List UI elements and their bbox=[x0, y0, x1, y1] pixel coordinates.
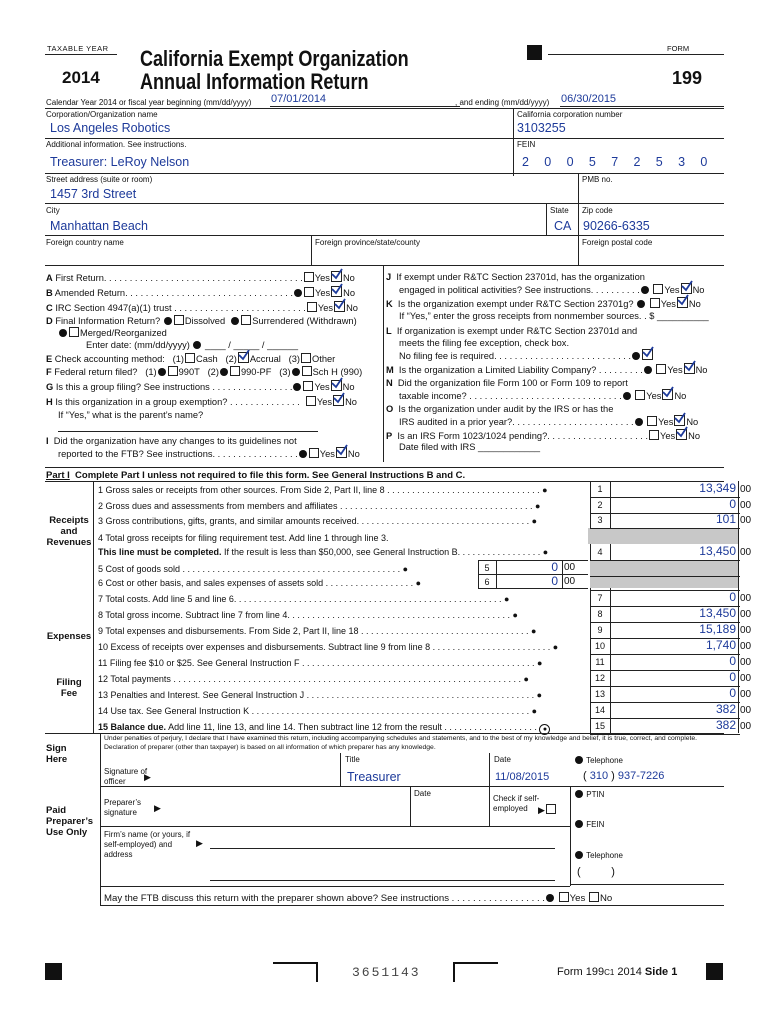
question-k-line2: If “Yes,” enter the gross receipts from nonmember sources. . $ __________ bbox=[399, 311, 709, 321]
telephone-label: Telephone bbox=[574, 756, 623, 766]
officer-phone[interactable]: ( 310 ) 937-7226 bbox=[583, 770, 665, 782]
receipts-label: Receipts and Revenues bbox=[46, 515, 92, 548]
line-number-7: 7 bbox=[597, 593, 603, 603]
first-return-yes-checkbox[interactable] bbox=[304, 272, 314, 282]
question-i: I Did the organization have any changes to its guidelines not bbox=[46, 436, 297, 446]
990pf-checkbox[interactable] bbox=[230, 366, 240, 376]
form-title-line1: California Exempt Organization bbox=[140, 46, 409, 71]
preparer-fein-label: FEIN bbox=[574, 820, 604, 830]
irs-pending-no-checkbox[interactable] bbox=[676, 429, 687, 440]
part1-line-3: 3 Gross contributions, gifts, grants, and similar amounts received. . . . . . . . . . . . . . . . . . . . . . . . . . . . . . . . . . . ● bbox=[98, 516, 538, 526]
part1-line-11: 11 Filing fee $10 or $25. See General Instruction F . . . . . . . . . . . . . . . . . . . . . . . . . . . . . . . . . . . . . . . . . . . . . . . ● bbox=[98, 658, 543, 668]
cash-checkbox[interactable] bbox=[185, 353, 195, 363]
zip-code[interactable]: 90266-6335 bbox=[583, 219, 650, 233]
llc-no-checkbox[interactable] bbox=[684, 363, 695, 374]
question-n-line2: taxable income? . . . . . . . . . . . . . . . . . . . . . . . . . . . . . . Yes No bbox=[399, 389, 686, 402]
street-label: Street address (suite or room) bbox=[46, 175, 153, 184]
question-a: A First Return. . . . . . . . . . . . . . . . . . . . . . . . . . . . . . . . . . . . . . . Yes No bbox=[46, 271, 355, 284]
pmb-label: PMB no. bbox=[582, 175, 613, 184]
expenses-label: Expenses bbox=[46, 631, 92, 642]
scan-bracket-left bbox=[273, 962, 318, 982]
line-number-3: 3 bbox=[597, 515, 603, 525]
line-number-12: 12 bbox=[594, 673, 605, 683]
group-exempt-yes-checkbox[interactable] bbox=[306, 396, 316, 406]
political-yes-checkbox[interactable] bbox=[653, 284, 663, 294]
filing-fee-label: Filing Fee bbox=[56, 677, 82, 699]
form100-yes-checkbox[interactable] bbox=[635, 390, 645, 400]
question-l-line3: No filing fee is required. . . . . . . . . . . . . . . . . . . . . . . . . . . bbox=[399, 349, 654, 362]
line-number-1: 1 bbox=[597, 484, 603, 494]
scan-bracket-right bbox=[453, 962, 498, 982]
question-c: C IRC Section 4947(a)(1) trust . . . . . . . . . . . . . . . . . . . . . . . . . . Yes No bbox=[46, 301, 358, 314]
line-14-cents: 00 bbox=[740, 705, 752, 716]
preparer-signature-label: Preparer’s signature bbox=[104, 798, 142, 817]
line-14-amount[interactable]: 382 bbox=[715, 702, 736, 716]
irs-pending-yes-checkbox[interactable] bbox=[649, 430, 659, 440]
23701g-yes-checkbox[interactable] bbox=[650, 298, 660, 308]
fein-label: FEIN bbox=[517, 140, 536, 149]
city-label: City bbox=[46, 206, 60, 215]
group-exempt-no-checkbox[interactable] bbox=[333, 395, 344, 406]
part1-line-7: 7 Total costs. Add line 5 and line 6. . . . . . . . . . . . . . . . . . . . . . . . . . . . . . . . . . . . . . . . . . . . . . . . . . . . . . ● bbox=[98, 594, 510, 604]
fein-digit[interactable]: 0 bbox=[566, 155, 574, 169]
line-15-cents: 00 bbox=[740, 721, 752, 732]
line-1-cents: 00 bbox=[740, 484, 752, 495]
ptin-label: PTIN bbox=[574, 790, 604, 800]
foreign-postal-label: Foreign postal code bbox=[582, 238, 653, 247]
line-number-5: 5 bbox=[484, 563, 490, 573]
first-return-no-checkbox[interactable] bbox=[331, 271, 342, 282]
amended-no-checkbox[interactable] bbox=[331, 286, 342, 297]
form-number: 199 bbox=[672, 68, 703, 88]
question-d-merged: Merged/Reorganized bbox=[58, 327, 167, 339]
question-o-line2: IRS audited in a prior year?. . . . . . . . . . . . . . . . . . . . . . . . Yes No bbox=[399, 415, 698, 428]
990t-checkbox[interactable] bbox=[168, 366, 178, 376]
line-5-amount[interactable]: 0 bbox=[551, 560, 558, 574]
fein-digit[interactable]: 5 bbox=[655, 155, 663, 169]
part1-line-1: 1 Gross sales or receipts from other sources. From Side 2, Part II, line 8 . . . . . . . . . . . . . . . . . . . . . . . . . . . . . . . ● bbox=[98, 485, 548, 495]
sign-date[interactable]: 11/08/2015 bbox=[495, 771, 550, 783]
ca-corp-num-label: California corporation number bbox=[517, 110, 623, 119]
firm-label: Firm’s name (or yours, if self-employed) and address bbox=[104, 830, 191, 859]
23701g-no-checkbox[interactable] bbox=[677, 297, 688, 308]
preparer-date-label: Date bbox=[414, 789, 431, 798]
schh-checkbox[interactable] bbox=[302, 366, 312, 376]
self-employed-label: Check if self-employed bbox=[493, 794, 540, 813]
part1-line-12: 12 Total payments . . . . . . . . . . . . . . . . . . . . . . . . . . . . . . . . . . . . . . . . . . . . . . . . . . . . . . . . . . . . . . . . . . . . . . ● bbox=[98, 674, 529, 684]
self-employed-checkbox[interactable] bbox=[546, 804, 556, 814]
line-number-8: 8 bbox=[597, 609, 603, 619]
audit-no-checkbox[interactable] bbox=[674, 415, 685, 426]
question-g: G Is this a group filing? See instructions . . . . . . . . . . . . . . . . Yes No bbox=[46, 380, 355, 393]
arrow-icon: ▶ bbox=[196, 838, 203, 848]
state-label: State bbox=[550, 206, 569, 215]
row-divider bbox=[590, 560, 740, 561]
line-2-amount[interactable]: 0 bbox=[729, 497, 736, 511]
line-6-cents: 00 bbox=[564, 576, 576, 587]
line-11-amount[interactable]: 0 bbox=[729, 654, 736, 668]
question-h: H Is this organization in a group exemption? . . . . . . . . . . . . . . Yes No bbox=[46, 395, 357, 408]
row-divider bbox=[590, 528, 740, 529]
question-n: N Did the organization file Form 100 or Form 109 to report bbox=[386, 378, 628, 388]
line-2-cents: 00 bbox=[740, 500, 752, 511]
amended-yes-checkbox[interactable] bbox=[304, 287, 314, 297]
form-footer-ref: Form 199C1 2014 Side 1 bbox=[557, 966, 678, 978]
question-i-line2: reported to the FTB? See instructions. . . . . . . . . . . . . . . . . Yes No bbox=[58, 447, 360, 460]
line-7-cents: 00 bbox=[740, 593, 752, 604]
line-number-14: 14 bbox=[594, 705, 605, 715]
foreign-province-label: Foreign province/state/county bbox=[315, 238, 420, 247]
part1-line-8: 8 Total gross income. Subtract line 7 from line 4. . . . . . . . . . . . . . . . . . . . . . . . . . . . . . . . . . . . . . . . . . . . . ● bbox=[98, 610, 518, 620]
line-number-4: 4 bbox=[597, 547, 603, 557]
discuss-yes-checkbox[interactable] bbox=[559, 892, 569, 902]
preparer-phone[interactable]: ( ) bbox=[577, 866, 615, 878]
line-6-amount[interactable]: 0 bbox=[551, 574, 558, 588]
corp-name-label: Corporation/Organization name bbox=[46, 110, 158, 119]
period-begin[interactable]: 07/01/2014 bbox=[271, 93, 327, 105]
question-j: J If exempt under R&TC Section 23701d, has the organization bbox=[386, 272, 645, 282]
question-b: B Amended Return. . . . . . . . . . . . . . . . . . . . . . . . . . . . . . . . . Yes No bbox=[46, 286, 355, 299]
ending-label: , and ending (mm/dd/yyyy) bbox=[455, 98, 550, 107]
question-d-date: Enter date: (mm/dd/yyyy) ____ / _____ / ______ bbox=[86, 340, 299, 350]
guidelines-yes-checkbox[interactable] bbox=[309, 448, 319, 458]
fein-digit[interactable]: 0 bbox=[544, 155, 552, 169]
merged-checkbox[interactable] bbox=[69, 327, 79, 337]
paid-preparer-label: Paid Preparer’s Use Only bbox=[46, 805, 94, 838]
trust-no-checkbox[interactable] bbox=[334, 301, 345, 312]
fein-digit[interactable]: 7 bbox=[611, 155, 619, 169]
form-title-line2: Annual Information Return bbox=[140, 69, 369, 94]
political-no-checkbox[interactable] bbox=[681, 283, 692, 294]
row-divider bbox=[590, 576, 740, 577]
line-10-amount[interactable]: 1,740 bbox=[705, 638, 736, 652]
line-11-cents: 00 bbox=[740, 657, 752, 668]
group-yes-checkbox[interactable] bbox=[303, 381, 313, 391]
guidelines-no-checkbox[interactable] bbox=[336, 447, 347, 458]
line-10-cents: 00 bbox=[740, 641, 752, 652]
period-end[interactable]: 06/30/2015 bbox=[561, 93, 617, 105]
question-o: O Is the organization under audit by the IRS or has the bbox=[386, 404, 614, 414]
date-label: Date bbox=[494, 755, 511, 764]
line-7-amount[interactable]: 0 bbox=[729, 590, 736, 604]
self-employed-arrow: ▶ bbox=[538, 804, 557, 816]
discuss-no-checkbox[interactable] bbox=[589, 892, 599, 902]
question-k: K Is the organization exempt under R&TC Section 23701g? Yes No bbox=[386, 297, 701, 310]
fein-digit[interactable]: 5 bbox=[588, 155, 596, 169]
fein-digit[interactable]: 2 bbox=[633, 155, 641, 169]
line-3-amount[interactable]: 101 bbox=[715, 512, 736, 526]
discuss-question: May the FTB discuss this return with the preparer shown above? See instructions . . . . . . . . . . . . . . . . . . Yes No bbox=[104, 893, 613, 904]
line-number-10: 10 bbox=[594, 641, 605, 651]
line-12-amount[interactable]: 0 bbox=[729, 670, 736, 684]
additional-info[interactable]: Treasurer: LeRoy Nelson bbox=[50, 155, 190, 169]
additional-info-label: Additional information. See instructions. bbox=[46, 140, 187, 149]
line-number-11: 11 bbox=[595, 657, 605, 667]
foreign-country-label: Foreign country name bbox=[46, 238, 124, 247]
taxable-year-label: TAXABLE YEAR bbox=[47, 44, 109, 53]
part1-line-2: 2 Gross dues and assessments from members and affiliates . . . . . . . . . . . . . . . . . . . . . . . . . . . . . . . . . . . . . . . ● bbox=[98, 501, 541, 511]
line-9-amount[interactable]: 15,189 bbox=[699, 622, 736, 636]
part1-line-6: 6 Cost or other basis, and sales expenses of assets sold . . . . . . . . . . . . . . . . . . ● bbox=[98, 578, 422, 588]
line-8-amount[interactable]: 13,450 bbox=[699, 606, 736, 620]
signature-label: Signature of officer bbox=[104, 767, 148, 786]
fee-exception-checkbox[interactable] bbox=[642, 349, 653, 360]
dissolved-checkbox[interactable] bbox=[174, 315, 184, 325]
part1-heading: Part I Complete Part I unless not required to file this form. See General Instructions B and C. bbox=[46, 470, 466, 481]
part1-line-13: 13 Penalties and Interest. See General Instruction J . . . . . . . . . . . . . . . . . . . . . . . . . . . . . . . . . . . . . . . . . . . . . . ● bbox=[98, 690, 543, 700]
corp-name[interactable]: Los Angeles Robotics bbox=[50, 121, 171, 135]
barcode-number: 3651143 bbox=[352, 965, 421, 980]
city[interactable]: Manhattan Beach bbox=[50, 219, 148, 233]
accrual-checkbox[interactable] bbox=[238, 352, 249, 363]
fein-digit[interactable]: 3 bbox=[678, 155, 686, 169]
line-4-cents: 00 bbox=[740, 547, 752, 558]
question-l: L If organization is exempt under R&TC Section 23701d and bbox=[386, 326, 638, 336]
registration-mark bbox=[706, 963, 723, 980]
question-p: P Is an IRS Form 1023/1024 pending?. . . . . . . . . . . . . . . . . . . . Yes No bbox=[386, 429, 700, 442]
line-number-15: 15 bbox=[594, 721, 605, 731]
form-label: FORM bbox=[667, 44, 690, 53]
part1-line-15: 15 Balance due. Add line 11, line 13, and line 14. Then subtract line 12 from the result . . . . . . . . . . . . . . . . . . . ● bbox=[98, 721, 550, 735]
question-l-line2: meets the filing fee exception, check box. bbox=[399, 338, 570, 348]
line-number-2: 2 bbox=[597, 500, 603, 510]
line-number-9: 9 bbox=[597, 625, 603, 635]
state[interactable]: CA bbox=[554, 219, 572, 233]
preparer-telephone-label: Telephone bbox=[574, 851, 623, 861]
question-m: M Is the organization a Limited Liability Company? . . . . . . . . . Yes No bbox=[386, 363, 707, 376]
part1-line-9: 9 Total expenses and disbursements. From Side 2, Part II, line 18 . . . . . . . . . . . . . . . . . . . . . . . . . . . . . . . . . . ● bbox=[98, 626, 537, 636]
sign-here-label: Sign Here bbox=[46, 743, 68, 765]
registration-mark bbox=[527, 45, 542, 60]
part1-line-5: 5 Cost of goods sold . . . . . . . . . . . . . . . . . . . . . . . . . . . . . . . . . . . . . . . . . . . . ● bbox=[98, 564, 409, 574]
part1-line-4: 4 Total gross receipts for filing requirement test. Add line 1 through line 3. This line must be completed. If the result is less than $50,000, see General Instruction B. . . . . . . . . . . . . . . . . ● bbox=[98, 533, 549, 557]
line-12-cents: 00 bbox=[740, 673, 752, 684]
line-13-cents: 00 bbox=[740, 689, 752, 700]
question-p-line2: Date filed with IRS ____________ bbox=[399, 442, 541, 452]
line-number-13: 13 bbox=[594, 689, 605, 699]
form100-no-checkbox[interactable] bbox=[662, 389, 673, 400]
line-number-6: 6 bbox=[484, 577, 490, 587]
audit-yes-checkbox[interactable] bbox=[647, 416, 657, 426]
fein-digit[interactable]: 2 bbox=[522, 155, 529, 169]
registration-mark bbox=[45, 963, 62, 980]
question-d: D Final Information Return? Dissolved Surrendered (Withdrawn) bbox=[46, 316, 357, 326]
arrow-icon: ▶ bbox=[144, 772, 151, 782]
question-j-line2: engaged in political activities? See instructions. . . . . . . . . . Yes No bbox=[399, 283, 704, 296]
llc-yes-checkbox[interactable] bbox=[656, 364, 666, 374]
perjury-statement: Under penalties of perjury, I declare that I have examined this return, including accompanying schedules and statements, and to the best of my knowledge and belief, it is true, correct, and complete. Declaration of preparer (other than taxpayer) is based on all information of which preparer has any knowledge. bbox=[104, 735, 698, 751]
line-8-cents: 00 bbox=[740, 609, 752, 620]
trust-yes-checkbox[interactable] bbox=[307, 302, 317, 312]
line-13-amount[interactable]: 0 bbox=[729, 686, 736, 700]
zip-label: Zip code bbox=[582, 206, 613, 215]
title-label: Title bbox=[345, 755, 360, 764]
part1-line-14: 14 Use tax. See General Instruction K . . . . . . . . . . . . . . . . . . . . . . . . . . . . . . . . . . . . . . . . . . . . . . . . . . . . . . . . ● bbox=[98, 706, 538, 716]
line-1-amount[interactable]: 13,349 bbox=[699, 481, 736, 495]
officer-title[interactable]: Treasurer bbox=[347, 770, 401, 784]
line-5-cents: 00 bbox=[564, 562, 576, 573]
group-no-checkbox[interactable] bbox=[331, 380, 342, 391]
line-4-amount[interactable]: 13,450 bbox=[699, 544, 736, 558]
question-e: E Check accounting method: (1) Cash (2) Accrual (3) Other bbox=[46, 352, 335, 365]
line-9-cents: 00 bbox=[740, 625, 752, 636]
ca-corp-num[interactable]: 3103255 bbox=[517, 121, 566, 135]
street-address[interactable]: 1457 3rd Street bbox=[50, 187, 137, 201]
line-3-cents: 00 bbox=[740, 515, 752, 526]
period-label: Calendar Year 2014 or fiscal year beginning (mm/dd/yyyy) bbox=[46, 98, 252, 107]
fein-digit[interactable]: 0 bbox=[700, 155, 708, 169]
part1-line-10: 10 Excess of receipts over expenses and disbursements. Subtract line 9 from line 8 . . . . . . . . . . . . . . . . . . . . . . . . ● bbox=[98, 642, 559, 652]
surrendered-checkbox[interactable] bbox=[241, 315, 251, 325]
parent-name-label: If “Yes,” what is the parent’s name? bbox=[58, 410, 204, 420]
tax-year: 2014 bbox=[62, 68, 100, 87]
other-method-checkbox[interactable] bbox=[301, 353, 311, 363]
arrow-icon: ▶ bbox=[154, 803, 161, 813]
line-15-amount[interactable]: 382 bbox=[715, 718, 736, 732]
question-f: F Federal return filed? (1) 990T (2) 990-PF (3) Sch H (990) bbox=[46, 367, 363, 377]
